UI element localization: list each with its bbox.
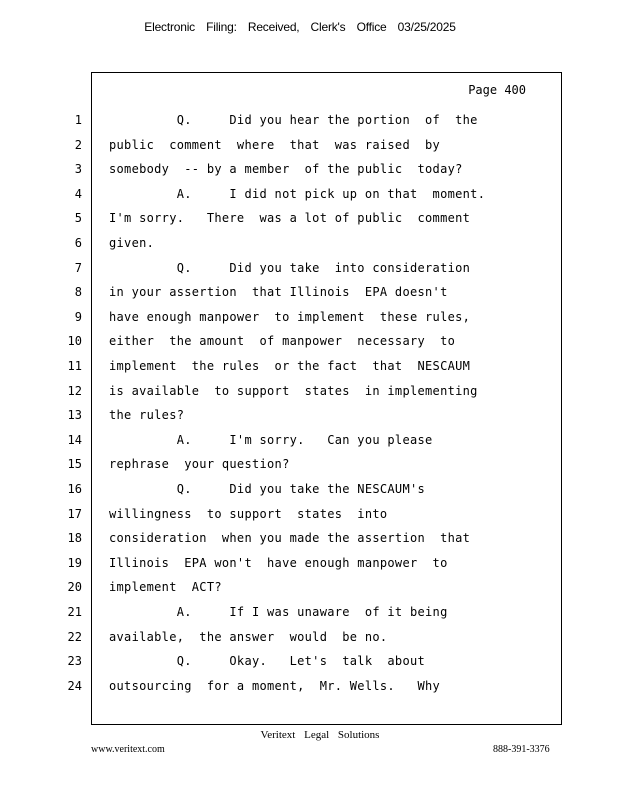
line-number: 15 bbox=[67, 457, 82, 472]
line-number: 13 bbox=[67, 408, 82, 423]
line-text: rephrase your question? bbox=[109, 457, 290, 472]
line-text: A. I did not pick up on that moment. bbox=[109, 186, 486, 201]
line-number: 19 bbox=[67, 555, 82, 570]
transcript-line bbox=[0, 576, 600, 601]
transcript-line bbox=[0, 306, 600, 331]
line-text: is available to support states in implementing bbox=[109, 383, 478, 398]
line-number: 22 bbox=[67, 629, 82, 644]
transcript-line bbox=[0, 281, 600, 306]
transcript-line bbox=[0, 257, 600, 282]
transcript-line bbox=[0, 675, 600, 700]
filing-stamp-header: Electronic Filing: Received, Clerk's Office 03/25/2025 bbox=[144, 20, 456, 34]
line-text: public comment where that was raised by bbox=[109, 137, 441, 152]
line-text: Q. Okay. Let's talk about bbox=[109, 654, 426, 669]
transcript-line bbox=[0, 650, 600, 675]
line-number: 18 bbox=[67, 531, 82, 546]
transcript-line bbox=[0, 552, 600, 577]
transcript-line bbox=[0, 527, 600, 552]
transcript-line bbox=[0, 404, 600, 429]
line-number: 20 bbox=[67, 580, 82, 595]
transcript-line bbox=[0, 109, 600, 134]
line-text: available, the answer would be no. bbox=[109, 629, 388, 644]
line-number: 23 bbox=[67, 654, 82, 669]
footer-website: www.veritext.com bbox=[91, 744, 165, 755]
line-number: 24 bbox=[67, 678, 82, 693]
line-number: 1 bbox=[74, 113, 82, 127]
transcript-line bbox=[0, 478, 600, 503]
transcript-line bbox=[0, 355, 600, 380]
line-text: Q. Did you hear the portion of the bbox=[109, 113, 478, 127]
line-text: given. bbox=[109, 236, 155, 250]
line-text: have enough manpower to implement these rules, bbox=[109, 309, 471, 324]
line-text: I'm sorry. There was a lot of public comment bbox=[109, 211, 471, 226]
transcript-line bbox=[0, 601, 600, 626]
line-number: 14 bbox=[67, 432, 82, 447]
transcript-line bbox=[0, 232, 600, 257]
transcript-line bbox=[0, 330, 600, 355]
line-text: A. If I was unaware of it being bbox=[109, 605, 448, 619]
line-text: implement ACT? bbox=[109, 580, 222, 595]
line-number: 6 bbox=[74, 236, 82, 250]
transcript-line bbox=[0, 429, 600, 454]
line-text: in your assertion that Illinois EPA doesn't bbox=[109, 285, 448, 300]
line-number: 10 bbox=[67, 334, 82, 349]
footer-company: Veritext Legal Solutions bbox=[260, 729, 380, 741]
line-text: Illinois EPA won't have enough manpower to bbox=[109, 555, 448, 570]
page-number: Page 400 bbox=[468, 83, 526, 97]
line-text: either the amount of manpower necessary to bbox=[109, 334, 456, 349]
line-number: 9 bbox=[74, 309, 82, 324]
line-number: 4 bbox=[74, 186, 82, 201]
line-text: Q. Did you take the NESCAUM's bbox=[109, 482, 426, 496]
line-number: 3 bbox=[74, 162, 82, 177]
line-number: 17 bbox=[67, 506, 82, 521]
transcript-line bbox=[0, 503, 600, 528]
line-number: 2 bbox=[74, 137, 82, 152]
line-text: implement the rules or the fact that NESCAUM bbox=[109, 359, 471, 373]
line-text: Q. Did you take into consideration bbox=[109, 260, 471, 275]
transcript-line bbox=[0, 626, 600, 651]
transcript-line bbox=[0, 158, 600, 183]
line-number: 7 bbox=[74, 260, 82, 275]
line-number: 12 bbox=[67, 383, 82, 398]
line-text: willingness to support states into bbox=[109, 506, 388, 521]
line-number: 16 bbox=[67, 482, 82, 496]
transcript-line bbox=[0, 183, 600, 208]
line-text: consideration when you made the assertion that bbox=[109, 531, 471, 546]
transcript-line bbox=[0, 207, 600, 232]
line-text: A. I'm sorry. Can you please bbox=[109, 432, 433, 447]
transcript-line bbox=[0, 453, 600, 478]
footer-phone: 888-391-3376 bbox=[493, 744, 550, 755]
line-text: somebody -- by a member of the public today? bbox=[109, 162, 463, 177]
transcript-line bbox=[0, 380, 600, 405]
line-number: 5 bbox=[74, 211, 82, 226]
line-number: 21 bbox=[67, 605, 82, 619]
line-number: 8 bbox=[74, 285, 82, 300]
transcript-line bbox=[0, 134, 600, 159]
line-text: the rules? bbox=[109, 408, 185, 423]
line-text: outsourcing for a moment, Mr. Wells. Why bbox=[109, 678, 441, 693]
line-number: 11 bbox=[67, 359, 82, 373]
